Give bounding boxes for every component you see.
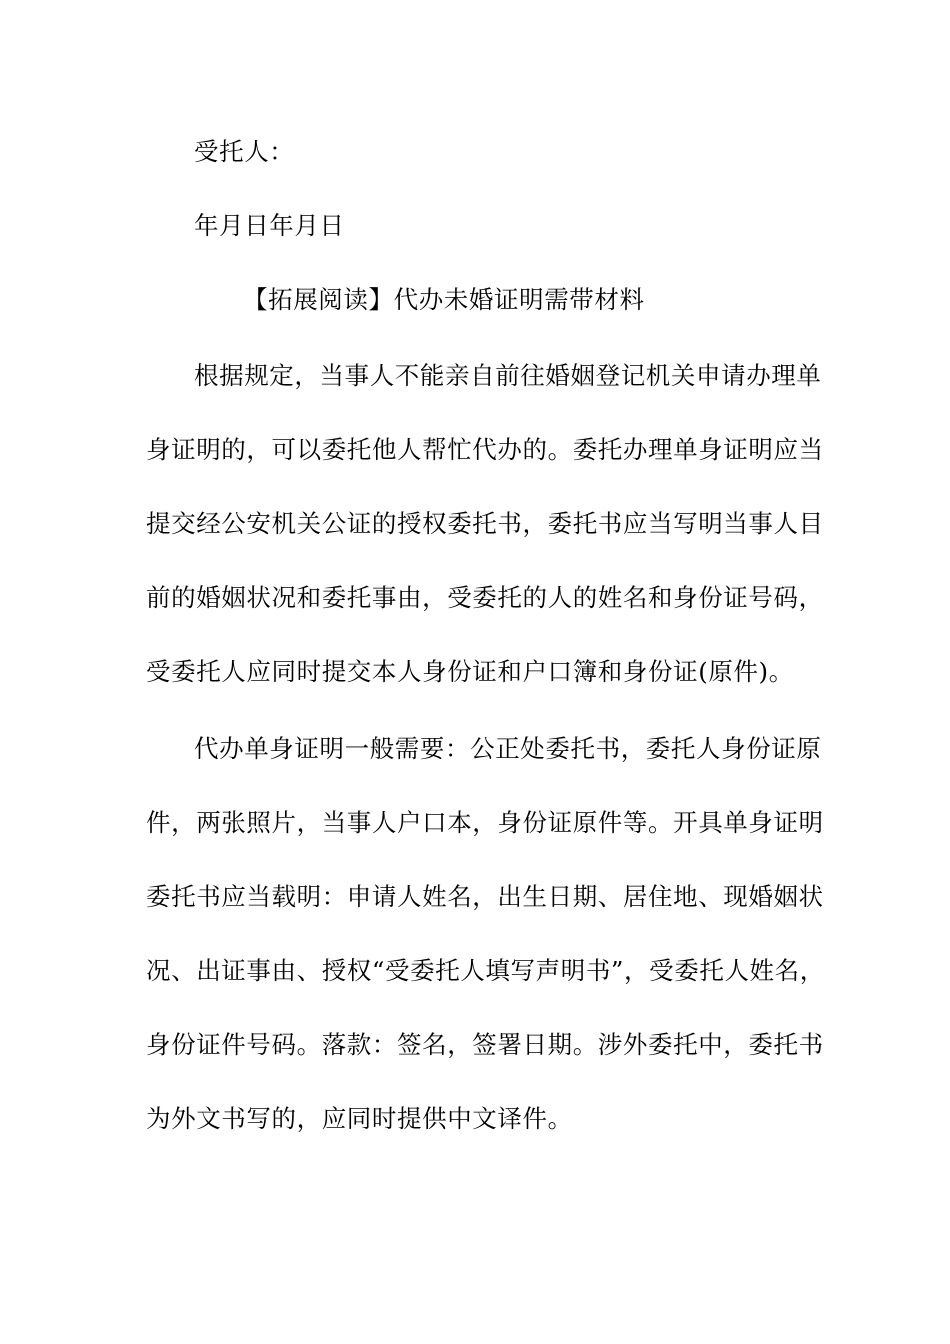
paragraph-1-line-4: 前的婚姻状况和委托事由，受委托的人的姓名和身份证号码， (146, 583, 824, 612)
paragraph-2-line-2: 件，两张照片，当事人户口本，身份证原件等。开具单身证明 (146, 808, 824, 837)
paragraph-2-line-4: 况、出证事由、授权“受委托人填写声明书”，受委托人姓名， (146, 956, 825, 985)
paragraph-2-line-5: 身份证件号码。落款：签名，签署日期。涉外委托中，委托书 (146, 1030, 824, 1059)
paragraph-2-line-1: 代办单身证明一般需要：公正处委托书，委托人身份证原 (194, 734, 822, 763)
section-heading: 【拓展阅读】代办未婚证明需带材料 (243, 285, 645, 314)
date-line: 年月日年月日 (194, 211, 345, 240)
paragraph-2-line-6: 为外文书写的，应同时提供中文译件。 (146, 1104, 573, 1133)
paragraph-2-line-3: 委托书应当载明：申请人姓名，出生日期、居住地、现婚姻状 (146, 882, 824, 911)
paragraph-1-line-3: 提交经公安机关公证的授权委托书，委托书应当写明当事人目 (146, 509, 824, 538)
trustee-label: 受托人： (194, 137, 295, 166)
paragraph-1-line-5: 受委托人应同时提交本人身份证和户口簿和身份证(原件)。 (146, 657, 794, 686)
paragraph-1-line-2: 身证明的，可以委托他人帮忙代办的。委托办理单身证明应当 (146, 435, 824, 464)
paragraph-1-line-1: 根据规定，当事人不能亲自前往婚姻登记机关申请办理单 (194, 361, 822, 390)
